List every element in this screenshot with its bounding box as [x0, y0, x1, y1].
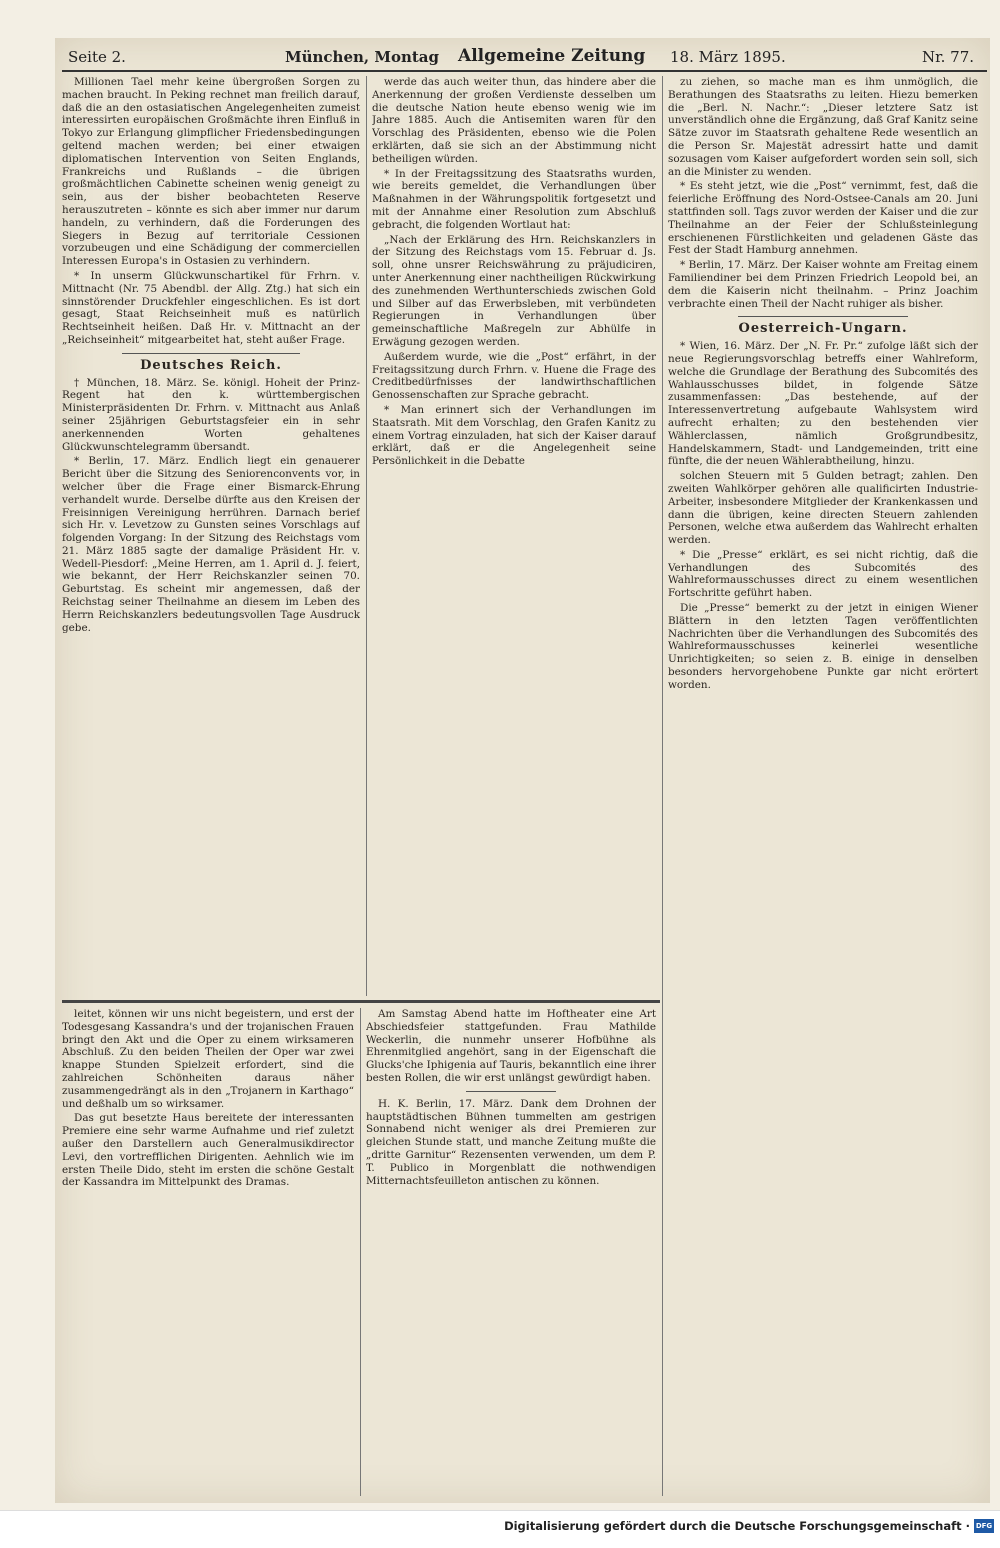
page-number: Seite 2.	[68, 48, 126, 66]
article-paragraph: H. K. Berlin, 17. März. Dank dem Drohnen der hauptstädtischen Bühnen tummelten am gestrigen Sonnabend nicht weniger als drei Premieren zur gleichen Stunde statt, und manche Zeitung mußte die „dritte Garnitur“ Rezensenten verwenden, um dem P. T. Publico in Morgenblatt die nothwendigen Mitternachtsfeuilleton antischen zu können.	[366, 1097, 656, 1187]
bottom-column-1	[62, 1008, 354, 1496]
article-paragraph: * In unserm Glückwunschartikel für Frhrn. v. Mittnacht (Nr. 75 Abendbl. der Allg. Ztg.) hat sich ein sinnstörender Druckfehler eingeschlichen. Es ist dort gesagt, Staat Reichseinheit muß es natürlich Rechtseinheit heißen. Daß Hr. v. Mittnacht an der „Reichseinheit“ mitgearbeitet hat, steht außer Frage.	[62, 269, 360, 346]
article-paragraph: * Es steht jetzt, wie die „Post“ vernimmt, fest, daß die feierliche Eröffnung des Nord-Ostsee-Canals am 20. Juni stattfinden soll. Tags zuvor werden der Kaiser und die zur Theilnahme an der Feier der Schlußsteinlegung erschienenen Fürstlichkeiten und geladenen Gäste das Fest der Stadt Hamburg annehmen.	[668, 180, 978, 257]
article-paragraph: Millionen Tael mehr keine übergroßen Sorgen zu machen braucht. In Peking rechnet man freilich darauf, daß die an den ostasiatischen Angelegenheiten zumeist interessirten europäischen Großmächte ihren Einfluß in Tokyo zur Erlangung glimpflicher Friedensbedingungen geltend machen werden; bei einer etwaigen diplomatischen Intervention von Seiten Englands, Frankreichs und Rußlands – die übrigen großmächtlichen Cabinette scheinen wenig geneigt zu sein, aus der bisher beobachteten Reserve herauszutreten – könnte es sich aber immer nur darum handeln, zu verhindern, daß die Forderungen des Siegers in Bezug auf territoriale Cessionen vorzubeugen und eine Schädigung der commerciellen Interessen Europa's in Ostasien zu verhindern.	[62, 76, 360, 268]
article-paragraph: * Berlin, 17. März. Der Kaiser wohnte am Freitag einem Familiendiner bei dem Prinzen Friedrich Leopold bei, an dem die Kaiserin nicht theilnahm. – Prinz Joachim verbrachte einen Theil der Nacht ruhiger als bisher.	[668, 259, 978, 310]
article-paragraph: * Berlin, 17. März. Endlich liegt ein genauerer Bericht über die Sitzung des Seniorenconvents vor, in welcher über die Frage einer Bismarck-Ehrung verhandelt wurde. Derselbe dürfte aus den Kreisen der Freisinnigen Vereinigung herrühren. Darnach berief sich Hr. v. Levetzow zu Gunsten seines Vorschlags auf folgenden Vorgang: In der Sitzung des Reichstags vom 21. März 1885 sagte der damalige Präsident Hr. v. Wedell-Piesdorf: „Meine Herren, am 1. April d. J. feiert, wie bekannt, der Herr Reichskanzler seinen 70. Geburtstag. Es scheint mir angemessen, daß der Reichstag seiner Theilnahme an diesem im Leben des Herrn Reichskanzlers bedeutungsvollen Tage Ausdruck gebe.	[62, 455, 360, 634]
article-paragraph: † München, 18. März. Se. königl. Hoheit der Prinz-Regent hat den k. württembergischen Ministerpräsidenten Dr. Frhrn. v. Mittnacht aus Anlaß seiner 25jährigen Geburtstagsfeier ein in sehr anerkennenden Worten gehaltenes Glückwunschtelegramm übersandt.	[62, 376, 360, 453]
top-column-2	[372, 76, 656, 996]
article-paragraph: * Man erinnert sich der Verhandlungen im Staatsrath. Mit dem Vorschlag, den Grafen Kanitz zu einem Vortrag einzuladen, hat sich der Kaiser darauf erklärt, daß er die Angelegenheit seine Persönlichkeit in die Debatte	[372, 403, 656, 468]
footer-bar	[0, 1510, 1000, 1548]
section-heading: Oesterreich-Ungarn.	[738, 321, 908, 337]
city-day: München, Montag	[285, 48, 439, 66]
article-paragraph: * Die „Presse“ erklärt, es sei nicht richtig, daß die Verhandlungen des Subcomités des Wahlreformausschusses direct zu einem wesentlichen Fortschritte geführt haben.	[668, 548, 978, 600]
article-paragraph: „Nach der Erklärung des Hrn. Reichskanzlers in der Sitzung des Reichstags vom 15. Februar d. Js. soll, ohne unsrer Reichswährung zu präjudiciren, unter Anerkennung einer nachtheiligen Rückwirkung des zunehmenden Werthunterschieds zwischen Gold und Silber auf das Erwerbsleben, mit verbündeten Regierungen in Verhandlungen über gemeinschaftliche Maßregeln zur Abhülfe in Erwägung gezogen werden.	[372, 233, 656, 348]
column-rule	[662, 76, 663, 1496]
column-rule	[366, 76, 367, 996]
article-paragraph: leitet, können wir uns nicht begeistern, und erst der Todesgesang Kassandra's und der trojanischen Frauen bringt den Akt und die Oper zu einem wirksameren Abschluß. Zu den beiden Theilen der Oper war zwei knappe Stunden Spielzeit erfordert, sind die zahlreichen Schönheiten daraus näher zusammengedrängt als in den „Trojanern in Karthago“ und deßhalb um so wirksamer.	[62, 1008, 354, 1110]
issue-number: Nr. 77.	[922, 48, 975, 66]
feuilleton-rule	[62, 1000, 660, 1003]
section-divider	[466, 1091, 556, 1092]
article-paragraph: werde das auch weiter thun, das hindere aber die Anerkennung der großen Verdienste desselben um die deutsche Nation heute ebenso wenig wie im Jahre 1885. Auch die Antisemiten waren für den Vorschlag des Präsidenten, ebenso wie die Polen erklärten, daß sie sich an der Abstimmung nicht betheiligen würden.	[372, 76, 656, 165]
article-paragraph: * In der Freitagssitzung des Staatsraths wurden, wie bereits gemeldet, die Verhandlungen über Maßnahmen in der Währungspolitik fortgesetzt und mit der Annahme einer Resolution zum Abschluß gebracht, die folgenden Wortlaut hat:	[372, 167, 656, 231]
article-paragraph: Das gut besetzte Haus bereitete der interessanten Premiere eine sehr warme Aufnahme und rief zuletzt außer den Darstellern auch Generalmusikdirector Levi, den vortrefflichen Dirigenten. Aehnlich wie im ersten Theile Dido, steht im ersten die schöne Gestalt der Kassandra im Mittelpunkt des Dramas.	[62, 1112, 354, 1189]
article-paragraph: Außerdem wurde, wie die „Post“ erfährt, in der Freitagssitzung durch Frhrn. v. Huene die Frage des Creditbedürfnisses der landwirthschaftlichen Genossenschaften zur Sprache gebracht.	[372, 350, 656, 402]
dfg-logo: DFG	[974, 1519, 994, 1533]
right-column	[668, 76, 978, 1496]
header-rule	[62, 70, 987, 72]
section-divider	[738, 316, 908, 317]
article-paragraph: * Wien, 16. März. Der „N. Fr. Pr.“ zufolge läßt sich der neue Regierungsvorschlag betreffs einer Wahlreform, welche die Grundlage der Berathung des Subcomités des Wahlausschusses bildet, in folgende Sätze zusammenfassen: „Das bestehende, auf der Interessenvertretung aufgebaute Wahlsystem wird aufrecht erhalten; zu den bestehenden vier Wählerclassen, nämlich Großgrundbesitz, Handelskammern, Stadt- und Landgemeinden, tritt eine fünfte, die der neuen Wählerabtheilung, hinzu.	[668, 340, 978, 468]
article-paragraph: Am Samstag Abend hatte im Hoftheater eine Art Abschiedsfeier stattgefunden. Frau Mathilde Weckerlin, die nunmehr unserer Hofbühne als Ehrenmitglied angehört, sang in der Eigenschaft die Glucks'che Iphigenia auf Tauris, bekanntlich eine ihrer besten Rollen, die wir erst unlängst gewürdigt haben.	[366, 1008, 656, 1084]
top-column-1	[62, 76, 360, 996]
funding-credit: Digitalisierung gefördert durch die Deutsche Forschungsgemeinschaft ·	[504, 1519, 970, 1533]
issue-date: 18. März 1895.	[670, 48, 786, 66]
bottom-column-2	[366, 1008, 656, 1496]
article-paragraph: solchen Steuern mit 5 Gulden betragt; zahlen. Den zweiten Wahlkörper gehören alle qualificirten Industrie-Arbeiter, insbesondere Mitglieder der Krankenkassen und dann die übrigen, keine directen Steuern zahlenden Personen, welche etwa außerdem das Wahlrecht erhalten werden.	[668, 470, 978, 547]
column-rule	[360, 1008, 361, 1496]
article-paragraph: Die „Presse“ bemerkt zu der jetzt in einigen Wiener Blättern in den letzten Tagen veröffentlichten Nachrichten über die Verhandlungen des Subcomités des Wahlreformausschusses keinerlei wesentliche Unrichtigkeiten; so seien z. B. einige in denselben besonders hervorgehobene Punkte gar nicht erörtert worden.	[668, 602, 978, 691]
paper-title: Allgemeine Zeitung	[458, 46, 646, 66]
section-divider	[122, 353, 300, 354]
article-paragraph: zu ziehen, so mache man es ihm unmöglich, die Berathungen des Staatsraths zu leiten. Hiezu bemerken die „Berl. N. Nachr.“: „Dieser letztere Satz ist unverständlich ohne die Ergänzung, daß Graf Kanitz seine Sätze zuvor im Staatsrath gehaltene Rede wesentlich an die Person Sr. Majestät adressirt hatte und damit sozusagen vom Kaiser aufgefordert worden sein soll, sich an die Minister zu wenden.	[668, 76, 978, 178]
section-heading: Deutsches Reich.	[140, 357, 282, 373]
